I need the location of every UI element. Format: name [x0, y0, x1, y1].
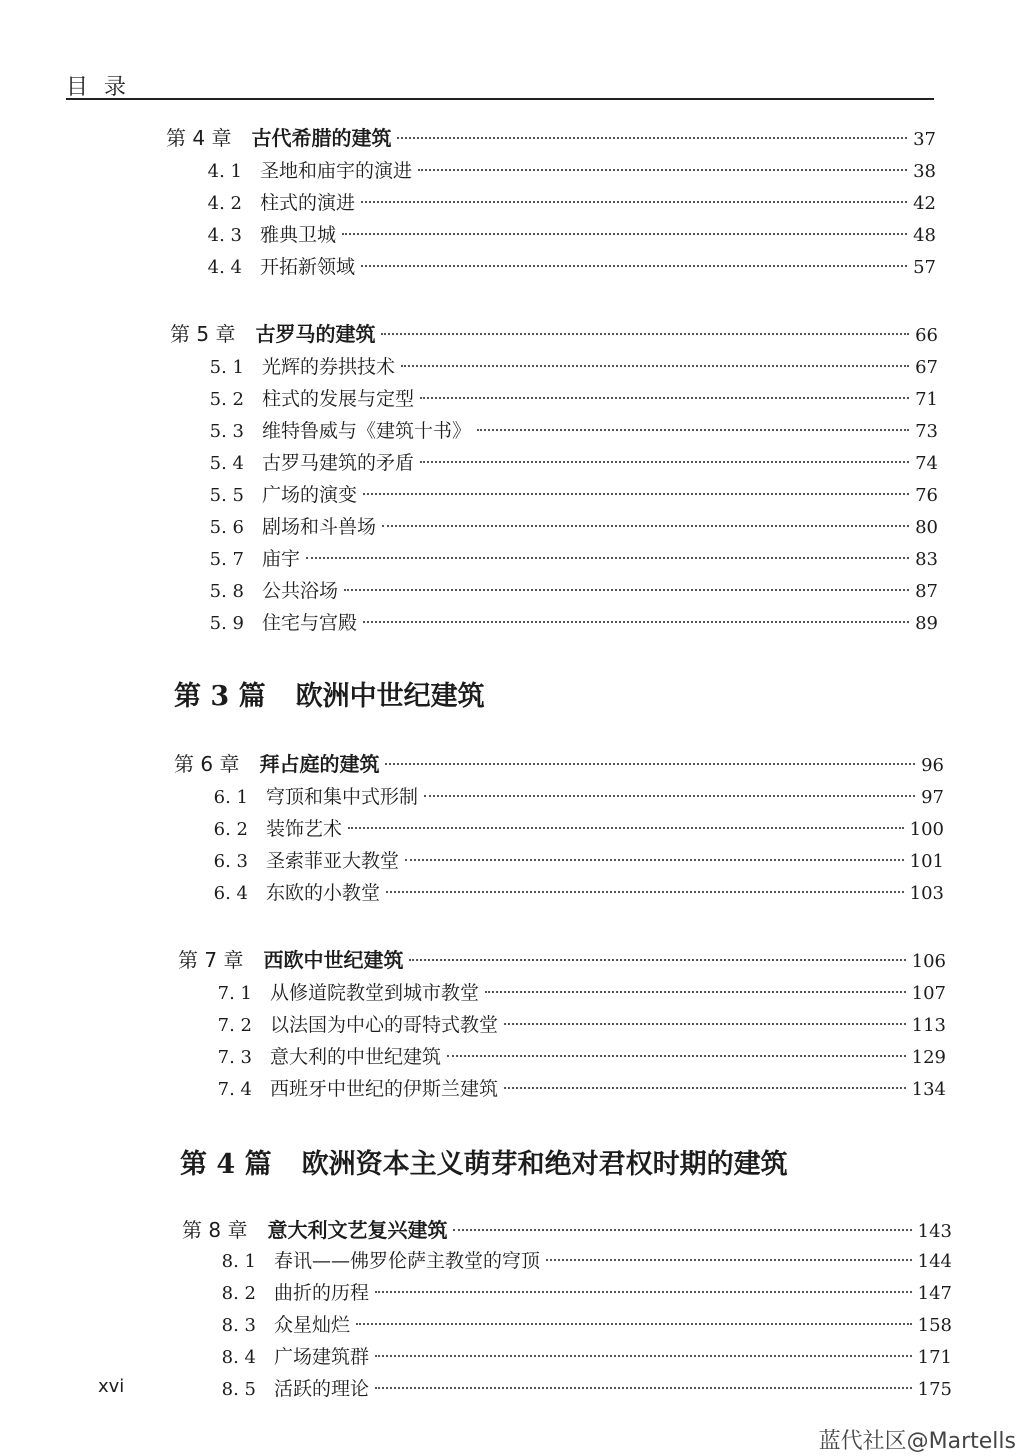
- chapter-number: 第 8 章: [182, 1218, 248, 1242]
- section-number: 5. 2: [209, 389, 244, 410]
- page-ref: 100: [909, 819, 944, 840]
- section-title: 光辉的券拱技术: [262, 356, 396, 378]
- section-number: 5. 8: [209, 581, 244, 602]
- section-number: 5. 4: [209, 453, 244, 474]
- chapter-title: 古罗马的建筑: [255, 322, 376, 346]
- toc-section-7-4[interactable]: [208, 1074, 946, 1102]
- page-ref: 38: [913, 161, 936, 182]
- page-ref: 87: [915, 581, 938, 602]
- page-ref: 57: [913, 257, 936, 278]
- toc-chapter-6[interactable]: [174, 748, 944, 776]
- page-ref: 83: [915, 549, 938, 570]
- toc-section-8-1[interactable]: [212, 1246, 952, 1274]
- section-title: 住宅与宫殿: [262, 612, 358, 634]
- section-number: 8. 4: [221, 1347, 256, 1368]
- section-number: 7. 3: [217, 1047, 252, 1068]
- leader-dots: [385, 763, 915, 765]
- toc-section-5-6[interactable]: [202, 512, 938, 540]
- toc-chapter-4[interactable]: [166, 122, 936, 150]
- leader-dots: [342, 233, 907, 235]
- section-number: 5. 1: [209, 357, 244, 378]
- leader-dots: [361, 201, 907, 203]
- leader-dots: [409, 959, 905, 961]
- section-number: 5. 9: [209, 613, 244, 634]
- page-ref: 66: [915, 325, 938, 346]
- leader-dots: [363, 493, 909, 495]
- section-title: 维特鲁威与《建筑十书》: [262, 420, 472, 442]
- leader-dots: [504, 1087, 906, 1089]
- chapter-number: 第 7 章: [178, 948, 244, 972]
- toc-section-7-2[interactable]: [208, 1010, 946, 1038]
- page-ref: 96: [921, 755, 944, 776]
- toc-section-8-4[interactable]: [212, 1342, 952, 1370]
- section-number: 7. 1: [217, 983, 252, 1004]
- part-title: 欧洲资本主义萌芽和绝对君权时期的建筑: [301, 1149, 788, 1180]
- page-ref: 147: [917, 1283, 952, 1304]
- page-ref: 101: [909, 851, 944, 872]
- section-number: 4. 1: [207, 161, 242, 182]
- section-number: 6. 3: [213, 851, 248, 872]
- leader-dots: [348, 827, 904, 829]
- toc-section-8-5[interactable]: [212, 1374, 952, 1402]
- section-number: 6. 4: [213, 883, 248, 904]
- chapter-title: 古代希腊的建筑: [251, 126, 392, 150]
- leader-dots: [405, 859, 904, 861]
- toc-section-8-3[interactable]: [212, 1310, 952, 1338]
- section-title: 公共浴场: [262, 580, 339, 602]
- leader-dots: [504, 1023, 906, 1025]
- section-number: 5. 5: [209, 485, 244, 506]
- chapter-number: 第 4 章: [166, 126, 232, 150]
- section-title: 从修道院教堂到城市教堂: [270, 982, 480, 1004]
- toc-section-5-9[interactable]: [202, 608, 938, 636]
- chapter-title: 西欧中世纪建筑: [263, 948, 404, 972]
- leader-dots: [447, 1055, 906, 1057]
- part-number: 第 3 篇: [174, 681, 266, 712]
- chapter-number: 第 6 章: [174, 752, 240, 776]
- section-title: 古罗马建筑的矛盾: [262, 452, 415, 474]
- leader-dots: [382, 525, 909, 527]
- leader-dots: [361, 265, 907, 267]
- leader-dots: [375, 1387, 912, 1389]
- section-number: 8. 3: [221, 1315, 256, 1336]
- page-ref: 74: [915, 453, 938, 474]
- page-ref: 134: [911, 1079, 946, 1100]
- section-number: 4. 2: [207, 193, 242, 214]
- leader-dots: [386, 891, 904, 893]
- page-ref: 144: [917, 1251, 952, 1272]
- section-number: 6. 2: [213, 819, 248, 840]
- leader-dots: [401, 365, 909, 367]
- page-ref: 73: [915, 421, 938, 442]
- page-ref: 42: [913, 193, 936, 214]
- toc-section-5-5[interactable]: [202, 480, 938, 508]
- section-title: 曲折的历程: [274, 1282, 370, 1304]
- leader-dots: [356, 1323, 912, 1325]
- section-title: 广场的演变: [262, 484, 358, 506]
- page-ref: 106: [911, 951, 946, 972]
- page-ref: 97: [921, 787, 944, 808]
- watermark: 蓝代社区@Martells: [818, 1429, 1016, 1454]
- toc-section-5-1[interactable]: [202, 352, 938, 380]
- section-title: 东欧的小教堂: [266, 882, 381, 904]
- section-title: 柱式的发展与定型: [262, 388, 415, 410]
- toc-section-8-2[interactable]: [212, 1278, 952, 1306]
- section-title: 意大利的中世纪建筑: [270, 1046, 442, 1068]
- page-ref: 48: [913, 225, 936, 246]
- page-ref: 107: [911, 983, 946, 1004]
- page-ref: 113: [911, 1015, 946, 1036]
- section-title: 圣地和庙宇的演进: [260, 160, 413, 182]
- toc-section-5-3[interactable]: [202, 416, 938, 444]
- part-title: 欧洲中世纪建筑: [295, 681, 485, 712]
- page-ref: 37: [913, 129, 936, 150]
- page-ref: 67: [915, 357, 938, 378]
- toc-section-4-4[interactable]: [200, 252, 936, 280]
- section-title: 西班牙中世纪的伊斯兰建筑: [270, 1078, 499, 1100]
- leader-dots: [397, 137, 907, 139]
- section-number: 8. 2: [221, 1283, 256, 1304]
- section-title: 春讯——佛罗伦萨主教堂的穹顶: [274, 1250, 541, 1272]
- section-number: 4. 4: [207, 257, 242, 278]
- section-number: 4. 3: [207, 225, 242, 246]
- leader-dots: [418, 169, 907, 171]
- page-number: xvi: [98, 1376, 125, 1397]
- toc-section-6-1[interactable]: [206, 782, 944, 810]
- toc-section-5-4[interactable]: [202, 448, 938, 476]
- toc-part-3[interactable]: [174, 674, 485, 713]
- leader-dots: [477, 429, 909, 431]
- leader-dots: [381, 333, 909, 335]
- leader-dots: [453, 1229, 911, 1231]
- page-ref: 171: [917, 1347, 952, 1368]
- leader-dots: [546, 1259, 912, 1261]
- section-number: 8. 5: [221, 1379, 256, 1400]
- page-ref: 80: [915, 517, 938, 538]
- leader-dots: [485, 991, 906, 993]
- section-number: 8. 1: [221, 1251, 256, 1272]
- toc-section-6-4[interactable]: [206, 878, 944, 906]
- toc-section-6-2[interactable]: [206, 814, 944, 842]
- section-title: 穹顶和集中式形制: [266, 786, 419, 808]
- toc-section-5-7[interactable]: [202, 544, 938, 572]
- chapter-number: 第 5 章: [170, 322, 236, 346]
- page-ref: 129: [911, 1047, 946, 1068]
- page-ref: 76: [915, 485, 938, 506]
- section-title: 雅典卫城: [260, 224, 337, 246]
- page-ref: 103: [909, 883, 944, 904]
- section-title: 装饰艺术: [266, 818, 343, 840]
- toc-section-6-3[interactable]: [206, 846, 944, 874]
- toc-chapter-5[interactable]: [170, 318, 938, 346]
- toc-chapter-8[interactable]: [182, 1214, 952, 1242]
- chapter-title: 拜占庭的建筑: [259, 752, 380, 776]
- section-number: 6. 1: [213, 787, 248, 808]
- toc-section-4-2[interactable]: [200, 188, 936, 216]
- header-title: 目录: [66, 75, 143, 100]
- section-title: 柱式的演进: [260, 192, 356, 214]
- page-ref: 71: [915, 389, 938, 410]
- leader-dots: [420, 461, 909, 463]
- section-title: 庙宇: [262, 548, 301, 570]
- toc-chapter-7[interactable]: [178, 944, 946, 972]
- leader-dots: [424, 795, 915, 797]
- leader-dots: [420, 397, 909, 399]
- section-title: 剧场和斗兽场: [262, 516, 377, 538]
- page-ref: 143: [917, 1221, 952, 1242]
- leader-dots: [306, 557, 909, 559]
- toc-section-5-2[interactable]: [202, 384, 938, 412]
- page-ref: 89: [915, 613, 938, 634]
- section-number: 7. 2: [217, 1015, 252, 1036]
- section-number: 5. 3: [209, 421, 244, 442]
- leader-dots: [375, 1355, 912, 1357]
- section-title: 圣索菲亚大教堂: [266, 850, 400, 872]
- toc-part-4[interactable]: [180, 1142, 788, 1181]
- toc-section-4-1[interactable]: [200, 156, 936, 184]
- section-number: 5. 6: [209, 517, 244, 538]
- leader-dots: [363, 621, 909, 623]
- section-title: 以法国为中心的哥特式教堂: [270, 1014, 499, 1036]
- toc-section-7-3[interactable]: [208, 1042, 946, 1070]
- section-title: 众星灿烂: [274, 1314, 351, 1336]
- page-ref: 158: [917, 1315, 952, 1336]
- section-number: 5. 7: [209, 549, 244, 570]
- leader-dots: [375, 1291, 912, 1293]
- chapter-title: 意大利文艺复兴建筑: [267, 1218, 448, 1242]
- section-title: 开拓新领域: [260, 256, 356, 278]
- page-ref: 175: [917, 1379, 952, 1400]
- toc-section-4-3[interactable]: [200, 220, 936, 248]
- part-number: 第 4 篇: [180, 1149, 272, 1180]
- section-title: 活跃的理论: [274, 1378, 370, 1400]
- toc-section-5-8[interactable]: [202, 576, 938, 604]
- section-number: 7. 4: [217, 1079, 252, 1100]
- toc-section-7-1[interactable]: [208, 978, 946, 1006]
- section-title: 广场建筑群: [274, 1346, 370, 1368]
- page-header: [66, 72, 934, 100]
- leader-dots: [344, 589, 909, 591]
